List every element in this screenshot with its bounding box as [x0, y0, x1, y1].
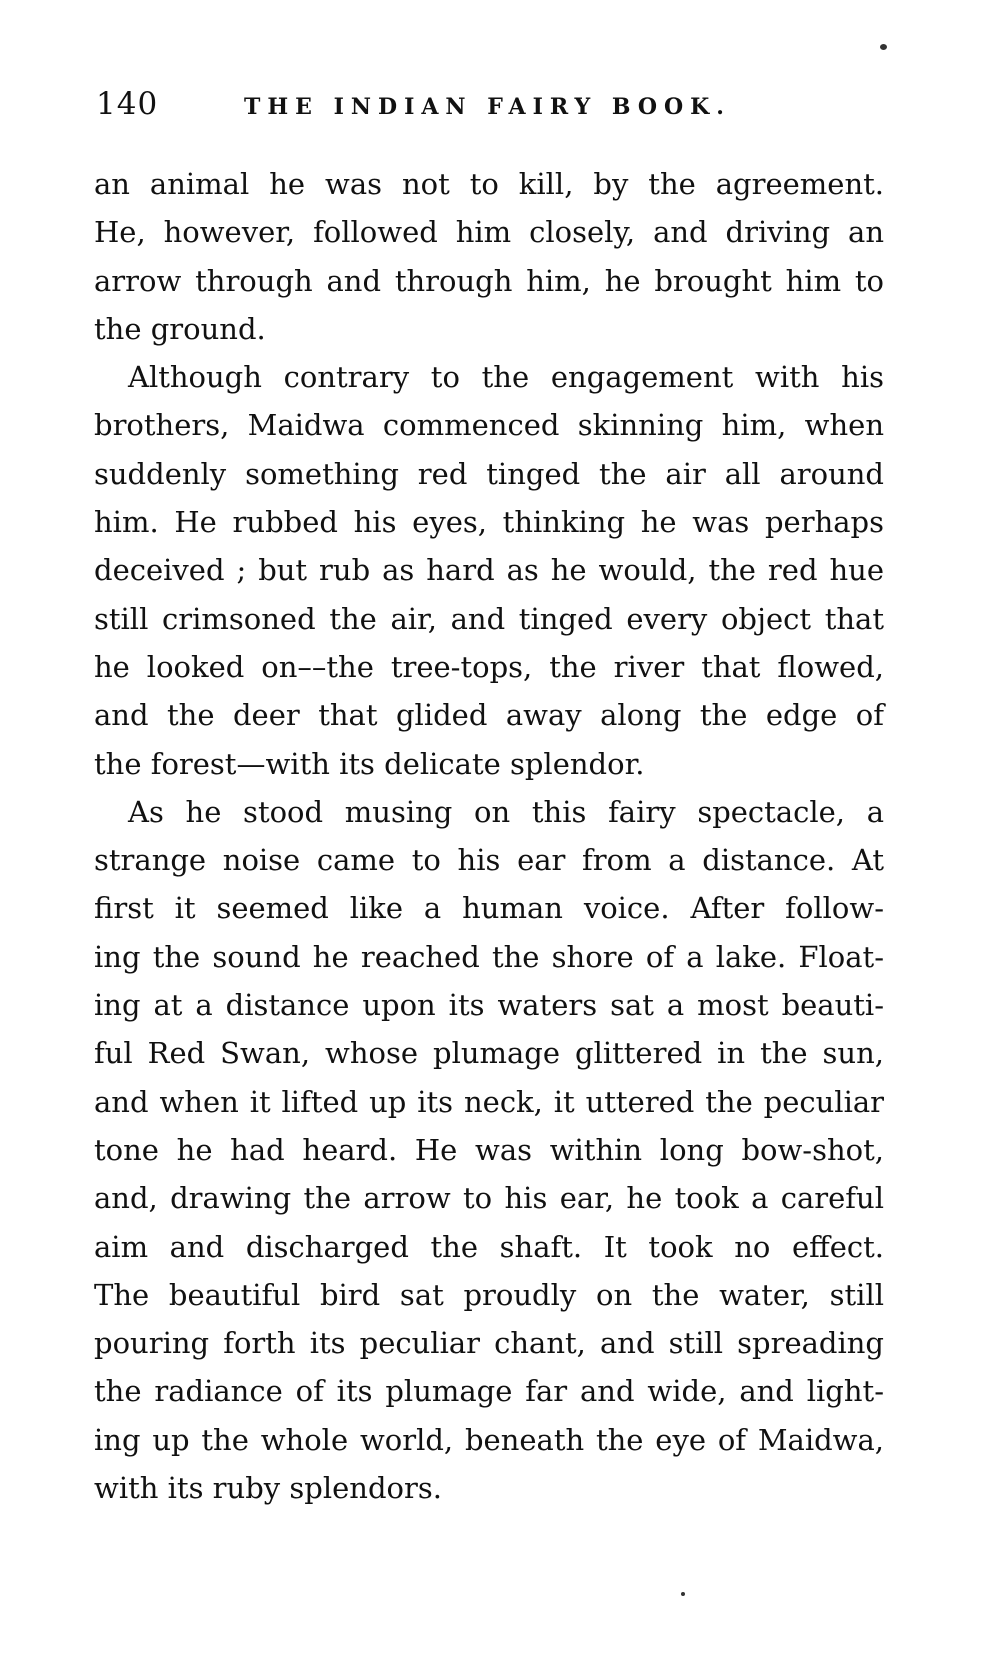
- text-line: he looked on––the tree-tops, the river that flowed,: [94, 649, 884, 684]
- text-line: ing the sound he reached the shore of a lake. Float-: [94, 939, 884, 974]
- text-line: ful Red Swan, whose plumage glittered in the sun,: [94, 1036, 884, 1071]
- text-line: ing up the whole world, beneath the eye of Maidwa,: [94, 1422, 884, 1457]
- running-head: THE INDIAN FAIRY BOOK.: [244, 94, 731, 120]
- text-line: ing at a distance upon its waters sat a most beauti-: [94, 988, 884, 1023]
- paragraph: [94, 160, 884, 353]
- text-line: strange noise came to his ear from a distance. At: [94, 843, 884, 878]
- text-line: tone he had heard. He was within long bow-shot,: [94, 1132, 884, 1167]
- paragraph: [94, 353, 884, 788]
- ink-speck-mark: [880, 44, 887, 50]
- text-line: first it seemed like a human voice. After follow-: [94, 891, 884, 926]
- text-line: deceived ; but rub as hard as he would, the red hue: [94, 553, 884, 588]
- page-number: 140: [96, 86, 159, 122]
- text-line: brothers, Maidwa commenced skinning him, when: [94, 408, 884, 443]
- text-line: and when it lifted up its neck, it uttered the peculiar: [94, 1084, 884, 1119]
- body-text: [94, 160, 884, 1512]
- text-line: pouring forth its peculiar chant, and still spreading: [94, 1326, 884, 1361]
- text-line: aim and discharged the shaft. It took no effect.: [94, 1229, 884, 1264]
- text-line: still crimsoned the air, and tinged every object that: [94, 601, 884, 636]
- text-line: and, drawing the arrow to his ear, he took a careful: [94, 1181, 884, 1216]
- text-line: He, however, followed him closely, and driving an: [94, 215, 884, 250]
- page-header: [96, 86, 886, 126]
- text-line: and the deer that glided away along the edge of: [94, 698, 884, 733]
- ink-speck-mark: [681, 1592, 685, 1596]
- text-line: with its ruby splendors.: [94, 1471, 442, 1506]
- text-line: suddenly something red tinged the air all around: [94, 456, 884, 491]
- text-line: Although contrary to the engagement with his: [128, 360, 884, 395]
- text-line: As he stood musing on this fairy spectacle, a: [128, 794, 884, 829]
- text-line: the radiance of its plumage far and wide, and light-: [94, 1374, 884, 1409]
- paragraph: [94, 788, 884, 1512]
- text-line: him. He rubbed his eyes, thinking he was perhaps: [94, 505, 884, 540]
- text-line: the forest—with its delicate splendor.: [94, 746, 645, 781]
- text-line: an animal he was not to kill, by the agreement.: [94, 167, 884, 201]
- text-line: arrow through and through him, he brought him to: [94, 263, 884, 298]
- text-line: the ground.: [94, 311, 266, 346]
- text-line: The beautiful bird sat proudly on the water, still: [94, 1277, 884, 1312]
